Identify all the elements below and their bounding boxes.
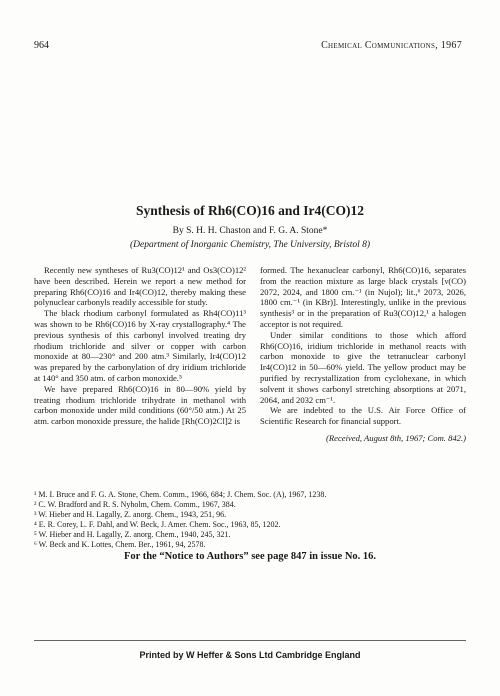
reference-item: ⁶ W. Beck and K. Lottes, Chem. Ber., 1961, 94, 2578.	[34, 540, 206, 549]
reference-item: ¹ M. I. Bruce and F. G. A. Stone, Chem. Comm., 1966, 684; J. Chem. Soc. (A), 1967, 1238.	[34, 490, 327, 499]
paragraph: formed. The hexanuclear carbonyl, Rh6(CO)16, separates from the reaction mixture as large black crystals [ν(CO) 2072, 2024, and 1800 cm.⁻¹ (in Nujol); lit.,⁶ 2073, 2026, 1800 cm.⁻¹ (in KBr)]. Interestingly, unlike in the previous synthesis³ or in the preparation of Ru3(CO)12,¹ a halogen acceptor is not required.	[260, 265, 466, 329]
reference-item: ³ W. Hieber and H. Lagally, Z. anorg. Chem., 1943, 251, 96.	[34, 510, 227, 519]
body-left-column	[34, 265, 246, 427]
paragraph: The black rhodium carbonyl formulated as Rh4(CO)11³ was shown to be Rh6(CO)16 by X-ray crystallography.⁴ The previous synthesis of this carbonyl involved treating dry rhodium trichloride and silver or copper with carbon monoxide at 80—230° and 200 atm.³ Similarly, Ir4(CO)12 was prepared by the carbonylation of dry iridium trichloride at 140° and 350 atm. of carbon monoxide.⁵	[34, 308, 246, 383]
received-date: (Received, August 8th, 1967; Com. 842.)	[326, 432, 466, 443]
paragraph: We have prepared Rh6(CO)16 in 80—90% yield by treating rhodium trichloride trihydrate in methanol with carbon monoxide under mild conditions (60°/50 atm.) At 25 atm. carbon monoxide pressure, the halide [Rh(CO)2Cl]2 is	[34, 383, 246, 427]
article-title: Synthesis of Rh6(CO)16 and Ir4(CO)12	[135, 203, 365, 218]
article-affiliation: (Department of Inorganic Chemistry, The University, Bristol 8)	[129, 240, 371, 250]
footer-divider	[34, 640, 466, 641]
journal-header: Chemical Communications, 1967	[321, 40, 462, 51]
printer-credit: Printed by W Heffer & Sons Ltd Cambridge England	[139, 650, 361, 660]
acknowledgement: We are indebted to the U.S. Air Force Office of Scientific Research for financial support.	[260, 405, 466, 427]
article-authors: By S. H. H. Chaston and F. G. A. Stone*	[172, 226, 328, 236]
body-right-column	[260, 265, 466, 444]
reference-item: ⁵ W. Hieber and H. Lagally, Z. anorg. Chem., 1940, 245, 321.	[34, 530, 231, 539]
notice-to-authors: For the “Notice to Authors” see page 847 in issue No. 16.	[123, 551, 377, 562]
references	[34, 490, 466, 550]
paragraph: Recently new syntheses of Ru3(CO)12¹ and Os3(CO)12² have been described. Herein we report a new method for preparing Rh6(CO)16 and Ir4(CO)12, thereby making these polynuclear carbonyls readily accessible for study.	[34, 265, 246, 308]
paragraph: Under similar conditions to those which afford Rh6(CO)16, iridium trichloride in methanol reacts with carbon monoxide to give the tetranuclear carbonyl Ir4(CO)12 in 50—60% yield. The yellow product may be purified by recrystallization from cyclohexane, in which solvent it shows carbonyl stretching absorptions at 2071, 2064, and 2032 cm⁻¹.	[260, 329, 466, 405]
page-number: 964	[34, 40, 49, 51]
reference-item: ⁴ E. R. Corey, L. F. Dahl, and W. Beck, J. Amer. Chem. Soc., 1963, 85, 1202.	[34, 520, 281, 529]
reference-item: ² C. W. Bradford and R. S. Nyholm, Chem. Comm., 1967, 384.	[34, 500, 236, 509]
